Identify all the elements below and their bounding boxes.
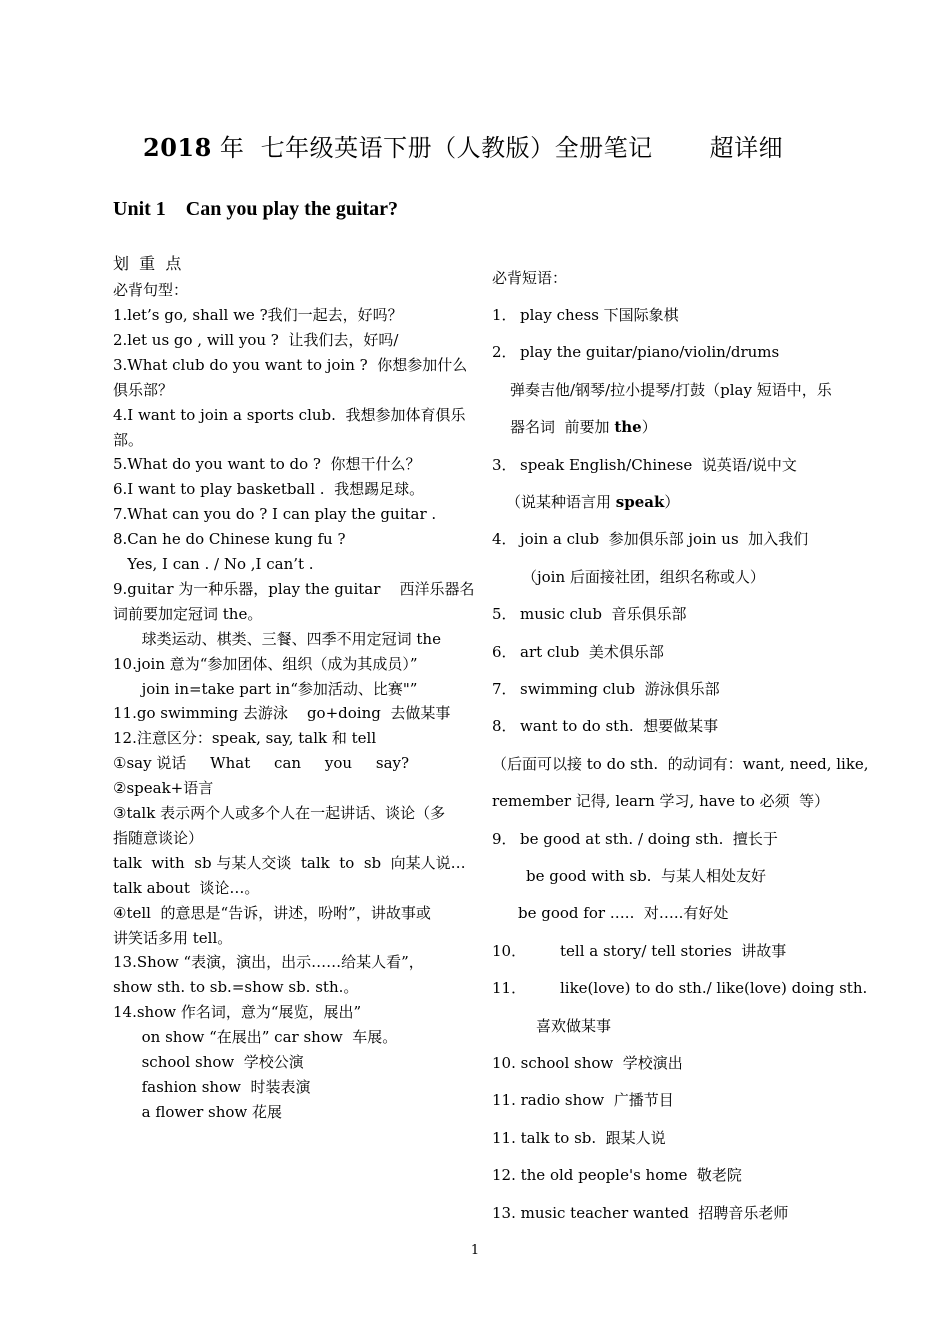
- left-note-line: join in=take part in“参加活动、比赛"”: [113, 679, 418, 698]
- phrase-text: play the guitar/piano/violin/drums: [520, 343, 780, 362]
- phrase-text: （后面可以接 to do sth. 的动词有：want, need, like,: [492, 754, 869, 773]
- phrase-text: 13. music teacher wanted 招聘音乐老师: [492, 1203, 789, 1222]
- phrase-text: remember 记得, learn 学习, have to 必须 等）: [492, 792, 830, 811]
- phrase-item: [492, 1128, 666, 1148]
- left-note-line: show sth. to sb.=show sb. sth.。: [113, 978, 359, 997]
- phrase-text: 弹奏吉他/钢琴/拉小提琴/打鼓（play 短语中，乐: [510, 380, 832, 399]
- left-note-line: 指随意谈论）: [113, 828, 204, 847]
- phrase-item: [492, 642, 664, 662]
- phrase-item: [492, 941, 786, 961]
- page-number: 1: [470, 1243, 480, 1258]
- phrase-item: [492, 455, 797, 475]
- phrase-item: [536, 1016, 611, 1036]
- left-note-line: 5.What do you want to do ? 你想干什么？: [113, 455, 421, 474]
- phrase-text: play chess 下国际象棋: [520, 306, 679, 324]
- phrase-text: 10. school show 学校演出: [492, 1054, 683, 1072]
- phrase-text: （说某种语言用: [506, 493, 616, 511]
- left-note-line: school show 学校公演: [113, 1053, 304, 1071]
- document-title: [143, 128, 783, 163]
- phrase-number: 7．: [492, 680, 517, 698]
- left-note-line: 8.Can he do Chinese kung fu ?: [113, 530, 346, 549]
- phrase-number: 6．: [492, 642, 517, 661]
- sentence-patterns-heading: 必背句型：: [113, 281, 189, 299]
- left-note-line: ④tell 的意思是“告诉，讲述，吩咐”，讲故事或: [113, 903, 431, 922]
- phrase-item: [506, 492, 679, 512]
- unit-heading: Unit 1 Can you play the guitar?: [113, 198, 399, 220]
- left-note-line: 9.guitar 为一种乐器，play the guitar 西洋乐器名: [113, 579, 475, 598]
- left-note-line: 球类运动、棋类、三餐、四季不用定冠词 the: [113, 629, 441, 648]
- phrase-item: [492, 1165, 742, 1185]
- phrase-item: [492, 716, 718, 736]
- phrases-heading: 必背短语：: [492, 269, 568, 287]
- phrase-number: 4．: [492, 530, 517, 549]
- phrase-item: [526, 866, 766, 886]
- phrase-item: [492, 791, 829, 811]
- phrase-number: 9．: [492, 829, 517, 848]
- phrase-text: be good at sth. / doing sth. 擅长于: [520, 829, 778, 848]
- phrase-text: （join 后面接社团，组织名称或人）: [522, 567, 765, 586]
- phrase-text: 喜欢做某事: [536, 1016, 612, 1035]
- left-note-line: 12.注意区分：speak, say, talk 和 tell: [113, 729, 377, 748]
- phrase-text: music club 音乐俱乐部: [520, 605, 687, 624]
- phrase-text: want to do sth. 想要做某事: [520, 717, 719, 736]
- left-note-line: 1.let’s go, shall we ?我们一起去，好吗？: [113, 306, 403, 324]
- left-note-line: 讲笑话多用 tell。: [113, 928, 233, 947]
- left-note-line: 4.I want to join a sports club. 我想参加体育俱乐: [113, 405, 466, 424]
- phrase-text: 11. radio show 广播节目: [492, 1091, 674, 1110]
- phrase-number: 11．: [492, 979, 527, 998]
- left-note-line: a flower show 花展: [113, 1102, 283, 1121]
- phrase-text: art club 美术俱乐部: [520, 642, 664, 661]
- left-note-line: fashion show 时装表演: [113, 1077, 311, 1096]
- phrase-item: [492, 829, 778, 849]
- phrase-item: [492, 1053, 683, 1073]
- phrase-item: [492, 342, 779, 362]
- phrase-item: [492, 604, 687, 624]
- phrase-text: swimming club 游泳俱乐部: [520, 680, 720, 698]
- phrase-text: tell a story/ tell stories 讲故事: [560, 941, 787, 960]
- phrase-item: [492, 978, 867, 998]
- phrase-text: speak English/Chinese 说英语/说中文: [520, 455, 797, 474]
- phrase-text: be good with sb. 与某人相处友好: [526, 867, 766, 885]
- phrase-item: [510, 380, 832, 400]
- title-text: 年 七年级英语下册（人教版）全册笔记 超详细: [211, 134, 784, 162]
- phrase-text: join a club 参加俱乐部 join us 加入我们: [520, 530, 809, 549]
- phrase-item: [522, 567, 765, 587]
- left-note-line: 13.Show “表演，演出，出示……给某人看”，: [113, 953, 424, 972]
- phrase-item: [492, 305, 679, 325]
- phrase-number: 5．: [492, 605, 517, 624]
- left-note-line: talk with sb 与某人交谈 talk to sb 向某人说…: [113, 853, 466, 872]
- left-note-line: 俱乐部？: [113, 380, 174, 399]
- phrase-item: [518, 903, 728, 923]
- phrase-number: 3．: [492, 455, 517, 474]
- phrase-text: like(love) to do sth./ like(love) doing sth.: [560, 979, 868, 998]
- left-note-line: talk about 谈论…。: [113, 878, 260, 897]
- phrase-number: 10．: [492, 941, 527, 960]
- phrase-number: 1．: [492, 306, 517, 324]
- phrase-item: [492, 1203, 788, 1223]
- left-note-line: 3.What club do you want to join ? 你想参加什么: [113, 355, 468, 374]
- left-note-line: Yes, I can . / No ,I can’t .: [113, 555, 314, 573]
- phrase-bold: the: [614, 418, 642, 437]
- phrase-item: [510, 417, 657, 437]
- left-note-line: 词前要加定冠词 the。: [113, 604, 263, 623]
- left-note-line: 11.go swimming 去游泳 go+doing 去做某事: [113, 704, 451, 723]
- phrase-item: [492, 679, 720, 699]
- left-note-line: ③talk 表示两个人或多个人在一起讲话、谈论（多: [113, 804, 446, 822]
- phrase-item: [492, 1090, 674, 1110]
- title-year: 2018: [143, 133, 212, 162]
- left-note-line: 14.show 作名词，意为“展览，展出”: [113, 1003, 362, 1022]
- phrase-item: [492, 529, 808, 549]
- phrase-number: 2．: [492, 343, 517, 362]
- phrase-text: 器名词 前要加: [510, 418, 615, 437]
- phrase-after: ）: [664, 493, 680, 511]
- left-note-line: 部。: [113, 430, 144, 449]
- left-note-line: on show “在展出” car show 车展。: [113, 1028, 398, 1047]
- left-note-line: ①say 说话 What can you say?: [113, 754, 410, 773]
- left-note-line: 7.What can you do ? I can play the guitar .: [113, 505, 437, 524]
- phrase-number: 8．: [492, 717, 517, 736]
- key-points-heading: 划 重 点: [113, 254, 182, 273]
- left-note-line: 2.let us go , will you ? 让我们去，好吗/: [113, 330, 399, 349]
- left-note-line: 6.I want to play basketball . 我想踢足球。: [113, 480, 425, 499]
- phrase-text: be good for ….. 对…..有好处: [518, 904, 729, 923]
- phrase-after: ）: [641, 418, 657, 437]
- left-note-line: ②speak+语言: [113, 779, 214, 798]
- phrase-bold: speak: [615, 493, 665, 511]
- phrase-text: 11. talk to sb. 跟某人说: [492, 1128, 666, 1147]
- phrase-item: [492, 754, 869, 774]
- left-note-line: 10.join 意为“参加团体、组织（成为其成员）”: [113, 654, 418, 673]
- phrase-text: 12. the old people's home 敬老院: [492, 1166, 742, 1185]
